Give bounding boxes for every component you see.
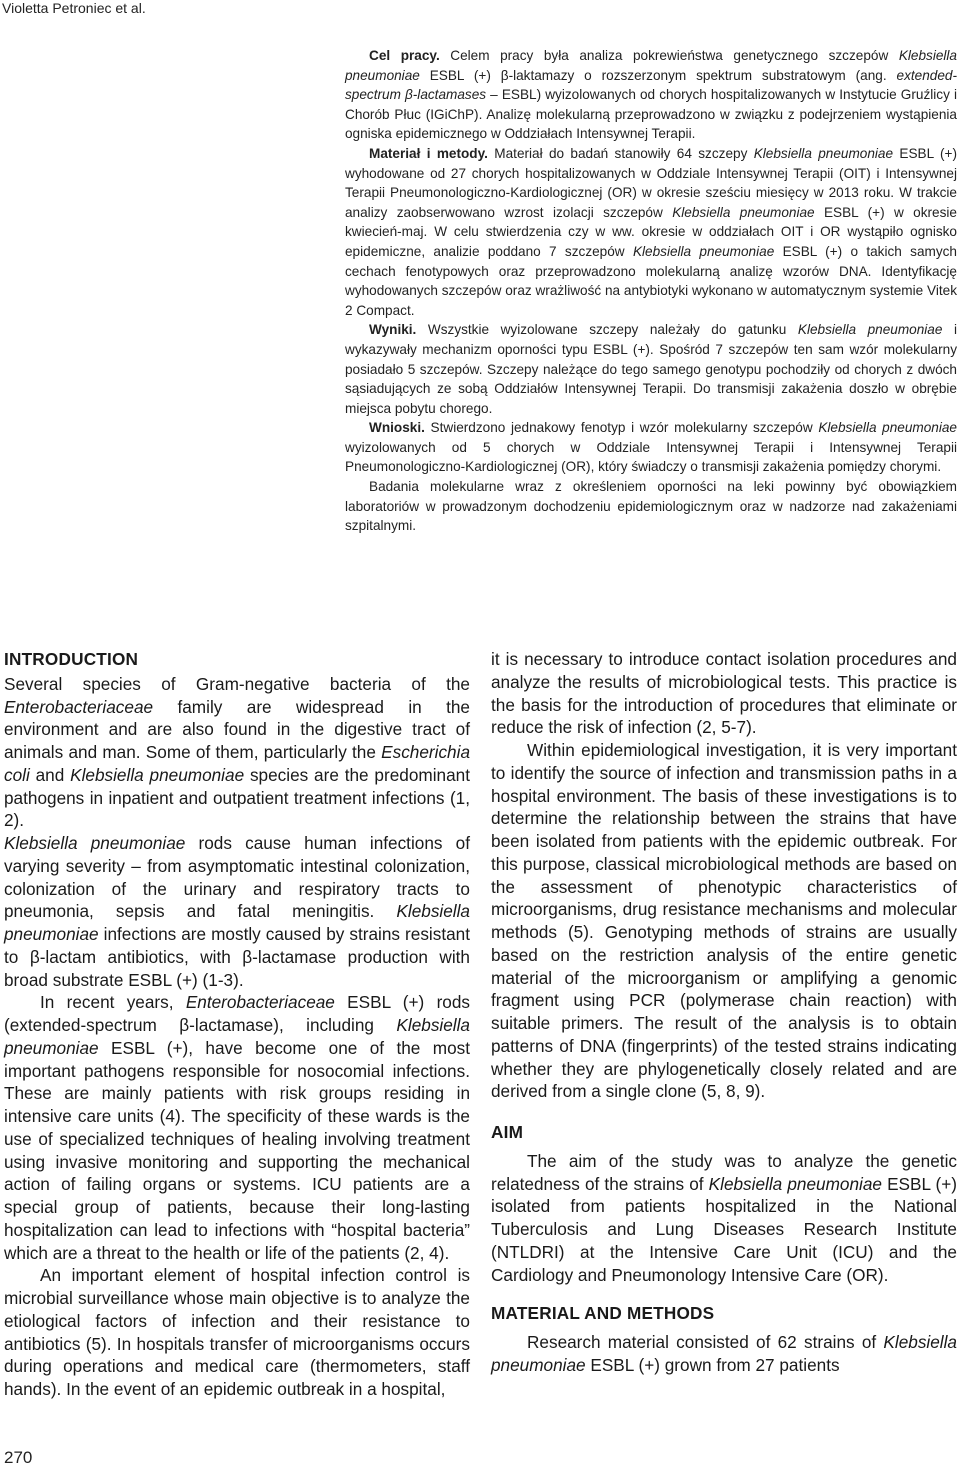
- abstract-aim: [345, 46, 957, 144]
- introduction-heading: INTRODUCTION: [4, 649, 139, 669]
- intro-paragraph-1: Several species of Gram-negative bacteria of the Enterobacteriaceae family are widespread in the environment and are also found in the digestive tract of animals and man. Some of them, particularly the Escherichia coli and Klebsiella pneumoniae species are the predominant pathogens in inpatient and outpatient treatment infections (1, 2).: [4, 673, 470, 831]
- abstract-aim-label: Cel pracy.: [369, 48, 440, 63]
- abstract-results-text: Wszystkie wyizolowane szczepy należały do gatunku Klebsiella pneumoniae i wykazywały mechanizm oporności typu ESBL (+). Spośród 7 szczepów ten sam wzór molekularny posiadało 5 szczepów. Szczepy należące do tego samego genotypu pochodziły od chorych z dwóch sąsiadujących ze sobą Oddziałów Intensywnej Terapii. Do transmisji zakażenia doszło w obrębie miejsca pobytu chorego.: [345, 322, 957, 416]
- abstract-aim-text: Celem pracy była analiza pokrewieństwa genetycznego szczepów Klebsiella pneumoniae ESBL (+) β-laktamazy o rozszerzonym spektrum substratowym (ang. extended-spectrum β-lactamases – ESBL) wyizolowanych od chorych hospitalizowanych w Instytucie Gruźlicy i Chorób Płuc (IGiChP). Analizę molekularną przeprowadzono w związku z podejrzeniem wystąpienia ogniska epidemicznego w Oddziałach Intensywnej Terapii.: [345, 48, 957, 142]
- aim-heading: AIM: [491, 1122, 524, 1142]
- aim-paragraph: The aim of the study was to analyze the genetic relatedness of the strains of Klebsiella pneumoniae ESBL (+) isolated from patients hospitalized in the National Tuberculosis and Lung Diseases Research Institute (NTLDRI) at the Intensive Care Unit (ICU) and the Cardiology and Pneumonology Intensive Care (OR).: [491, 1150, 957, 1285]
- abstract-results: [345, 320, 957, 418]
- intro-paragraph-3: In recent years, Enterobacteriaceae ESBL (+) rods (extended-spectrum β-lactamase), including Klebsiella pneumoniae ESBL (+), have become one of the most important pathogens responsible for nosocomial infections. These are mainly patients with risk groups residing in intensive care units (4). The specificity of these wards is the use of specialized techniques of healing involving treatment using invasive monitoring and supporting the mechanical action of failing organs or systems. ICU patients are a special group of patients, because their long-lasting hospitalization can lead to infections with “hospital bacteria” which are a threat to the health or life of the patients (2, 4).: [4, 992, 471, 1263]
- intro-paragraph-6: Within epidemiological investigation, it is very important to identify the source of infection and transmission paths in a hospital environment. The basis of these investigations is to determine the relationship between the strains that have been isolated from patients with the epidemic outbreak. For this purpose, classical microbiological methods are based on the assessment of phenotypic characteristics of microorganisms, drug resistance mechanisms and molecular methods (5). Genotyping methods of strains are usually based on the restriction analysis of the entire genetic material of the microorganism or amplifying a genomic fragment using PCR (polymerase chain reaction) with suitable primers. The result of the analysis is to obtain patterns of DNA (fingerprints) of the tested strains indicating whether they are phylogenetically closely related and are derived from a single clone (5, 8, 9).: [491, 740, 957, 1102]
- abstract-methods-label: Materiał i metody.: [369, 145, 488, 161]
- page-number: 270: [4, 1448, 33, 1467]
- running-header: Violetta Petroniec et al.: [2, 0, 146, 16]
- intro-paragraph-5: it is necessary to introduce contact isolation procedures and analyze the results of microbiological tests. This practice is the basis for the introduction of procedures that eliminate or reduce the risk of infection (2, 5-7).: [491, 649, 957, 738]
- abstract-results-label: Wyniki.: [369, 322, 417, 338]
- intro-paragraph-4: An important element of hospital infection control is microbial surveillance whose main objective is to analyze the etiological factors of infection and their resistance to antibiotics (5). In hospitals transfer of microorganisms occurs during operations and medical care (thermometers, staff hands). In the event of an epidemic outbreak in a hospital,: [4, 1265, 470, 1399]
- abstract-conclusions-text: Stwierdzono jednakowy fenotyp i wzór molekularny szczepów Klebsiella pneumoniae wyizolowanych od 5 chorych w Oddziale Intensywnej Terapii i Intensywnej Terapii Pneumonologiczno-Kardiologicznej (OR), który świadczy o transmisji zakażenia pomiędzy chorymi.: [345, 420, 957, 475]
- abstract-block: [345, 46, 957, 536]
- intro-paragraph-2: Klebsiella pneumoniae rods cause human infections of varying severity – from asymptomatic intestinal colonization, colonization of the urinary and respiratory tracts to pneumonia, sepsis and fatal meningitis. Klebsiella pneumoniae infections are mostly caused by strains resistant to β-lactam antibiotics, with β-lactamase production with broad substrate ESBL (+) (1-3).: [4, 833, 470, 990]
- abstract-methods-text: Materiał do badań stanowiły 64 szczepy Klebsiella pneumoniae ESBL (+) wyhodowane od 27 chorych hospitalizowanych w Oddziale Intensywnej Terapii (OIT) i Intensywnej Terapii Pneumonologiczno-Kardiologicznej (OR) w okresie sześciu miesięcy w 2013 roku. W trakcie analizy zaobserwowano wzrost izolacji szczepów Klebsiella pneumoniae ESBL (+) w okresie kwiecień-maj. W celu stwierdzenia czy w ww. okresie w oddziałach OIT i OR wystąpiło ognisko epidemiczne, analizie poddano 7 szczepów Klebsiella pneumoniae ESBL (+) o takich samych cechach fenotypowych oraz przeprowadzono molekularną analizę wzorów DNA. Identyfikację wyhodowanych szczepów oraz wrażliwość na antybiotyki wykonano w automatycznym systemie Vitek 2 Compact.: [345, 145, 957, 318]
- left-column: [4, 648, 470, 1401]
- abstract-conclusions-label: Wnioski.: [369, 420, 425, 436]
- abstract-methods: [345, 144, 957, 320]
- abstract-final: Badania molekularne wraz z określeniem oporności na leki powinny być obowiązkiem laboratoriów w prowadzonym dochodzeniu epidemiologicznym oraz w nadzorze nad zakażeniami szpitalnymi.: [345, 479, 957, 534]
- methods-paragraph: Research material consisted of 62 strains of Klebsiella pneumoniae ESBL (+) grown from 27 patients: [491, 1332, 957, 1375]
- abstract-conclusions: [345, 418, 957, 477]
- right-column: [491, 648, 957, 1377]
- methods-heading: MATERIAL AND METHODS: [491, 1303, 715, 1324]
